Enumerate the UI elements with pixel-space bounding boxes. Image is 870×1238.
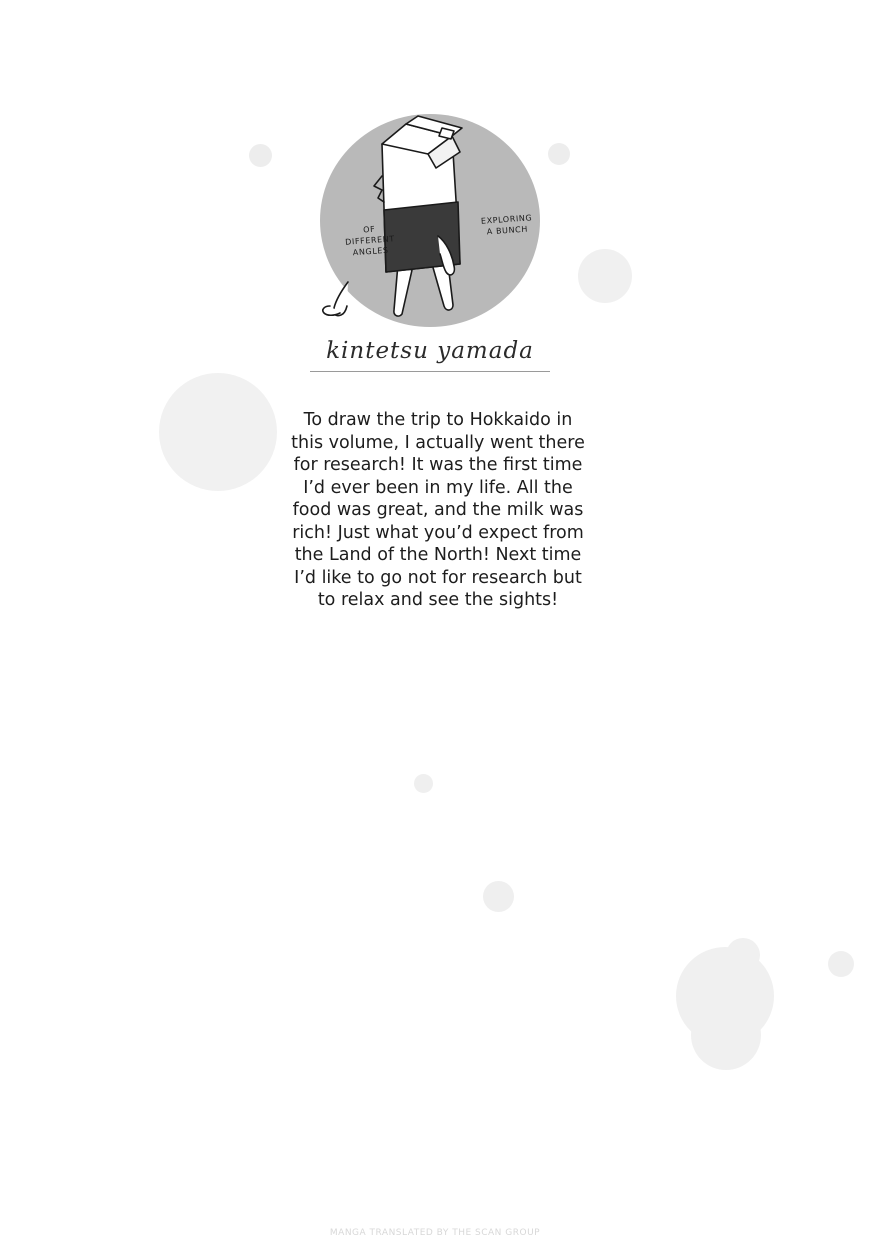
- decorative-bubble: [483, 881, 514, 912]
- author-signature: [310, 336, 550, 366]
- decorative-bubble: [726, 938, 760, 972]
- decorative-bubble: [828, 951, 854, 977]
- decorative-bubble: [578, 249, 632, 303]
- decorative-bubble: [414, 774, 433, 793]
- author-name: kintetsu yamada: [326, 338, 534, 364]
- decorative-bubble: [548, 143, 570, 165]
- decorative-bubble: [691, 1000, 761, 1070]
- decorative-bubble: [249, 144, 272, 167]
- portrait-caption-right: EXPLORING A BUNCH: [480, 213, 533, 237]
- signature-underline: [310, 371, 550, 372]
- author-note-text: To draw the trip to Hokkaido in this volume, I actually went there for research! It was the first time I’d ever been in my life. All the food was great, and the milk was rich! Just what you’d expect from the Land of the North! Next time I’d like to go not for research but to relax and see the sights!: [291, 410, 585, 610]
- portrait-caption-left: OF DIFFERENT ANGLES: [344, 224, 396, 258]
- author-portrait: [320, 114, 540, 327]
- footer-credit: MANGA TRANSLATED BY THE SCAN GROUP: [329, 1228, 541, 1238]
- decorative-bubble: [159, 373, 277, 491]
